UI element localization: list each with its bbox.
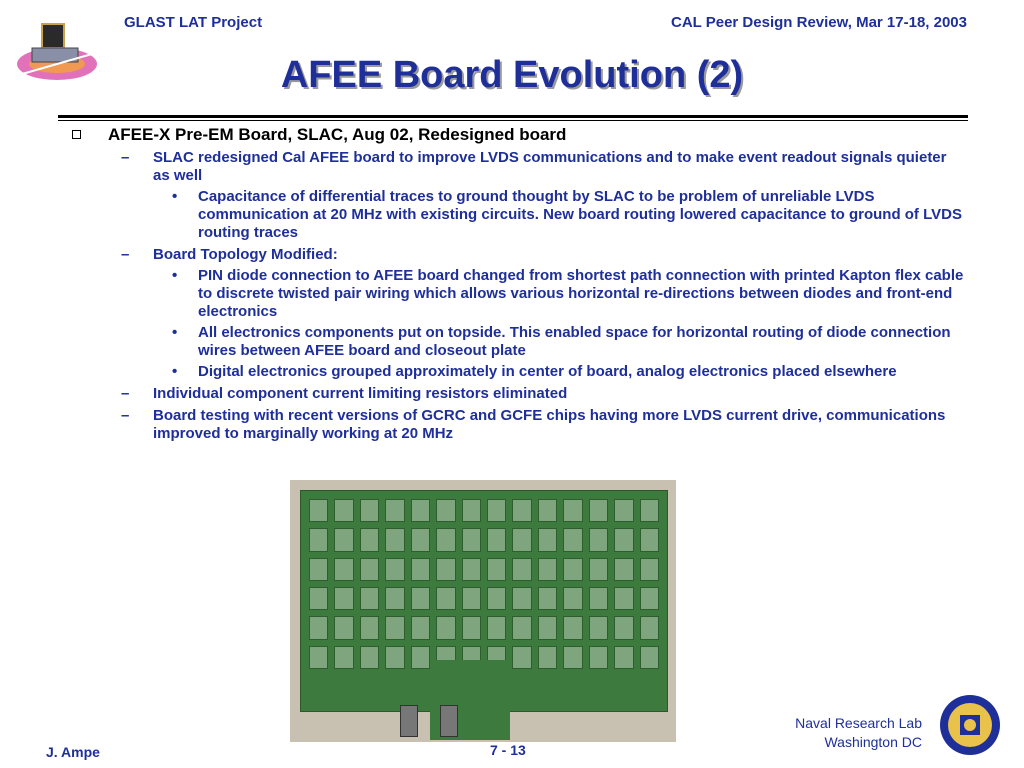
bullet-list — [0, 125, 1024, 443]
dash-bullet-icon: – — [121, 407, 130, 424]
footer-author: J. Ampe — [46, 744, 100, 760]
nrl-seal-icon — [938, 693, 1002, 757]
bullet-text: All electronics components put on topside. This enabled space for horizontal routing of diode connection wires between AFEE board and closeout plate — [198, 324, 951, 359]
org-name: Naval Research Lab — [795, 715, 922, 731]
bullet-text: Capacitance of differential traces to ground thought by SLAC to be problem of unreliable LVDS communication at 20 MHz with existing circuits. New board routing lowered capacitance to ground of LVDS routing traces — [198, 188, 962, 241]
bullet-text: Board Topology Modified: — [153, 246, 338, 263]
bullet-level1 — [108, 125, 964, 145]
square-bullet-icon — [72, 130, 81, 139]
organization — [795, 714, 922, 752]
bullet-text: Digital electronics grouped approximately in center of board, analog electronics placed elsewhere — [198, 363, 897, 380]
bullet-level2 — [121, 385, 959, 403]
dot-bullet-icon: • — [172, 188, 178, 205]
bullet-level2 — [121, 407, 959, 443]
connector-icon — [440, 705, 458, 737]
bullet-level3 — [172, 188, 964, 242]
title-rule — [58, 115, 968, 118]
bullet-level2 — [121, 246, 959, 264]
bullet-level2 — [121, 149, 959, 185]
slide-title: AFEE Board Evolution (2) — [280, 54, 744, 96]
chip-grid — [309, 499, 659, 669]
connector-icon — [400, 705, 418, 737]
org-location: Washington DC — [824, 734, 922, 750]
dash-bullet-icon: – — [121, 149, 130, 166]
header-review: CAL Peer Design Review, Mar 17-18, 2003 — [671, 14, 967, 31]
header-project: GLAST LAT Project — [124, 14, 263, 31]
dash-bullet-icon: – — [121, 246, 130, 263]
bullet-text: Board testing with recent versions of GCRC and GCFE chips having more LVDS current drive, communications improved to marginally working at 20 MHz — [153, 407, 946, 442]
bullet-level3 — [172, 363, 964, 381]
board-photo — [290, 480, 676, 742]
bullet-text: SLAC redesigned Cal AFEE board to improve LVDS communications and to make event readout signals quieter as well — [153, 149, 947, 184]
bullet-level3 — [172, 324, 964, 360]
dash-bullet-icon: – — [121, 385, 130, 402]
dot-bullet-icon: • — [172, 324, 178, 341]
dot-bullet-icon: • — [172, 267, 178, 284]
title-rule-thin — [58, 120, 968, 121]
bullet-level3 — [172, 267, 964, 321]
bullet-text: Individual component current limiting resistors eliminated — [153, 385, 568, 402]
bullet-text: AFEE-X Pre-EM Board, SLAC, Aug 02, Redesigned board — [108, 125, 567, 144]
dot-bullet-icon: • — [172, 363, 178, 380]
page-number: 7 - 13 — [490, 742, 526, 758]
bullet-text: PIN diode connection to AFEE board changed from shortest path connection with printed Kapton flex cable to discrete twisted pair wiring which allows various horizontal re-directions between diodes and front-end electronics — [198, 267, 964, 320]
